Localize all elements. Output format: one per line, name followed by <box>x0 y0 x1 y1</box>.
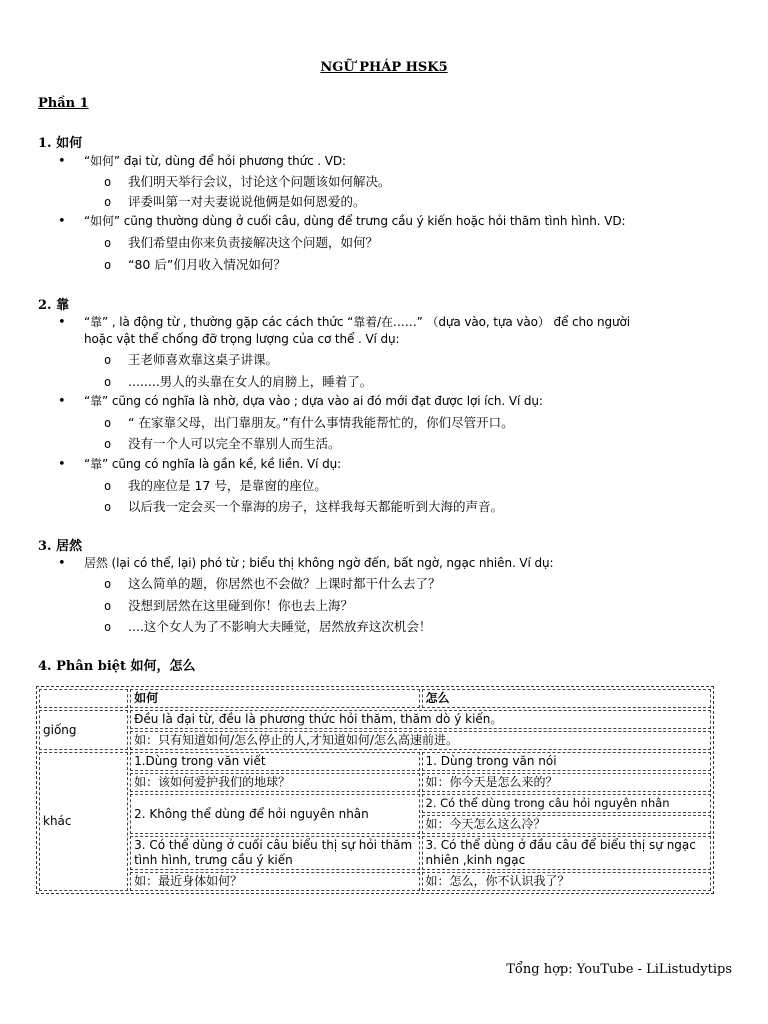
circle-bullet-icon: o <box>104 577 112 591</box>
table-cell: 如：怎么，你不认识我了？ <box>422 872 711 891</box>
bullet-dot-icon: • <box>58 556 66 571</box>
table-row <box>39 752 711 771</box>
table-row <box>39 710 711 729</box>
table-row <box>39 836 711 870</box>
section-3-heading: 3. 居然 <box>38 539 83 554</box>
row-label-khac: khác <box>39 752 128 891</box>
circle-bullet-icon: o <box>104 599 112 613</box>
table-cell: 如：今天怎么这么冷？ <box>422 815 711 834</box>
circle-bullet-icon: o <box>104 353 112 367</box>
circle-bullet-icon: o <box>104 175 112 189</box>
document-page: NGỮ PHÁP HSK5 Phần 1 1. 如何 • “如何” đại từ, dùng để hỏi phương thức . VD: o 我们明天举行会议，讨论这个问题该如何解决。 o 评委叫第一对夫妻说说他俩是如何恩爱的。 • “如何” cũng thường dùng ở cuối câu, dùng để trưng cầu ý kiến hoặc hỏi thăm tình hình. VD: o 我们希望由你来负责接解决这个问题，如何？ o “80 后”们月收入情况如何？ 2. 靠 • “靠” , là động từ , thường gặp các cách thức “靠着/在……” （dựa vào, tựa vào） để cho người hoặc vật thể chống đỡ trọng lượng của cơ thể . Ví dụ: o 王老师喜欢靠这桌子讲课。 o ........男人的头靠在女人的肩膀上，睡着了。 • “靠” cũng có nghĩa là nhờ, dựa vào ; dựa vào ai đó mới đạt được lợi ích. Ví dụ: o “ 在家靠父母，出门靠朋友。”有什么事情我能帮忙的，你们尽管开口。 o 没有一个人可以完全不靠别人而生活。 • “靠” cũng có nghĩa là gần kề, kề liền. Ví dụ: o 我的座位是 17 号，是靠窗的座位。 o 以后我一定会买一个靠海的房子，这样我每天都能听到大海的声音。 3. 居然 • 居然 (lại có thể, lại) phó từ ; biểu thị không ngờ đến, bất ngờ, ngạc nhiên. Ví dụ: o 这么简单的题，你居然也不会做？上课时都干什么去了？ o 没想到居然在这里碰到你！你也去上海？ o ....这个女人为了不影响大夫睡觉，居然放弃这次机会！ 4. Phân biệt 如何，怎么 如何 怎么 giống Đều là đại từ, đều là phương thức hỏi thăm, thăm dò ý kiến。 如：只有知道如何/怎么停止的人,才知道如何/怎么高速前进。 khác 1.Dùng trong văn viết 1. Dùng trong văn nói 如：该如何爱护我们的地球？ 如：你今天是怎么来的？ 2. Không thể dùng để hỏi nguyên nhân 2. Có thể dùng trong câu hỏi nguyên nhân 如：今天怎么这么冷？ 3. Có thể dùng ở cuối câu biểu thị sự hỏi thăm tình hình, trưng cầu ý kiến 3. Có thể dùng ở đầu câu để biểu thị sự ngạc nhiên ,kinh ngạc 如：最近身体如何？ 如：怎么，你不认识我了？ Tổng hợp: YouTube - LiListudytips <box>0 0 768 1024</box>
table-cell: Đều là đại từ, đều là phương thức hỏi thăm, thăm dò ý kiến。 <box>130 710 711 729</box>
bullet-dot-icon: • <box>58 457 66 472</box>
circle-bullet-icon: o <box>104 620 112 634</box>
circle-bullet-icon: o <box>104 258 112 272</box>
row-label-giong: giống <box>39 710 128 750</box>
bullet-dot-icon: • <box>58 394 66 409</box>
table-cell: 2. Có thể dùng trong câu hỏi nguyên nhân <box>422 794 711 813</box>
circle-bullet-icon: o <box>104 236 112 250</box>
table-cell: 如：最近身体如何？ <box>130 872 419 891</box>
table-header-ruhe: 如何 <box>130 689 419 708</box>
circle-bullet-icon: o <box>104 479 112 493</box>
table-header-zenme: 怎么 <box>422 689 711 708</box>
bullet-dot-icon: • <box>58 214 66 229</box>
table-cell: 如：你今天是怎么来的？ <box>422 773 711 792</box>
table-header-row <box>39 689 711 708</box>
footer-credit: Tổng hợp: YouTube - LiListudytips <box>506 962 732 977</box>
section-1-heading: 1. 如何 <box>38 136 83 151</box>
table-cell: 2. Không thể dùng để hỏi nguyên nhân <box>130 794 419 834</box>
table-cell: 3. Có thể dùng ở cuối câu biểu thị sự hỏi thăm tình hình, trưng cầu ý kiến <box>130 836 419 870</box>
circle-bullet-icon: o <box>104 195 112 209</box>
section-2-heading: 2. 靠 <box>38 298 70 313</box>
table-row <box>39 731 711 750</box>
table-cell: 1.Dùng trong văn viết <box>130 752 419 771</box>
table-row <box>39 773 711 792</box>
table-row <box>39 872 711 891</box>
document-title: NGỮ PHÁP HSK5 <box>320 60 448 75</box>
section-4-heading: 4. Phân biệt 如何，怎么 <box>38 659 196 674</box>
table-row <box>39 794 711 813</box>
circle-bullet-icon: o <box>104 500 112 514</box>
bullet-dot-icon: • <box>58 315 66 330</box>
part-heading: Phần 1 <box>38 96 89 111</box>
bullet-dot-icon: • <box>58 154 66 169</box>
circle-bullet-icon: o <box>104 437 112 451</box>
table-cell: 如：只有知道如何/怎么停止的人,才知道如何/怎么高速前进。 <box>130 731 711 750</box>
table-cell: 如：该如何爱护我们的地球？ <box>130 773 419 792</box>
circle-bullet-icon: o <box>104 375 112 389</box>
circle-bullet-icon: o <box>104 416 112 430</box>
table-cell: 3. Có thể dùng ở đầu câu để biểu thị sự ngạc nhiên ,kinh ngạc <box>422 836 711 870</box>
comparison-table <box>36 686 714 894</box>
table-cell: 1. Dùng trong văn nói <box>422 752 711 771</box>
table-corner-cell <box>39 689 128 708</box>
